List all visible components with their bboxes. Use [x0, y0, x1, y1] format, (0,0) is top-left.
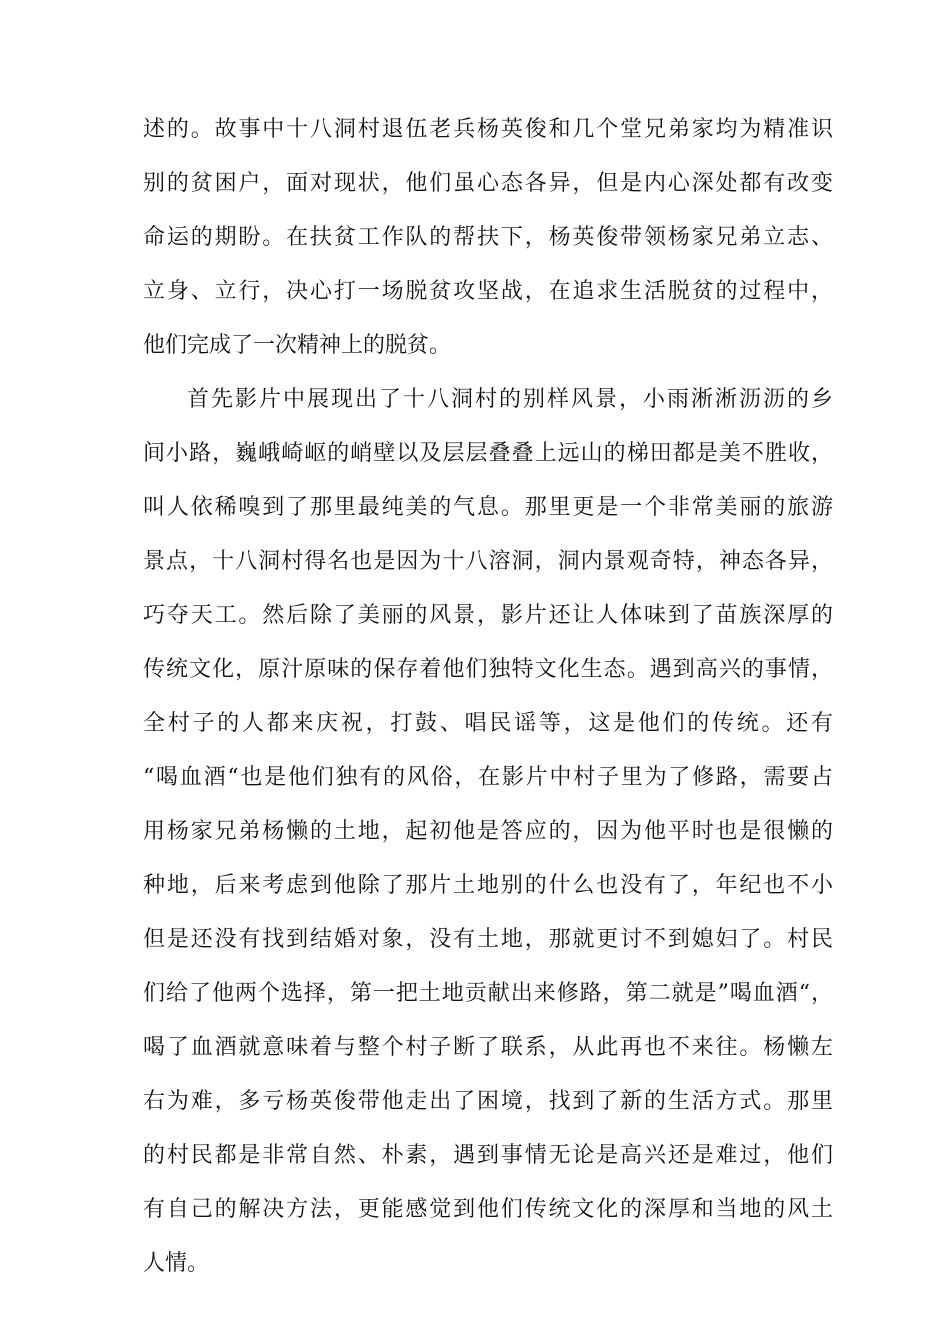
text-line: 巧夺天工。然后除了美丽的风景，影片还让人体味到了苗族深厚的 — [143, 603, 833, 628]
text-line: 种地，后来考虑到他除了那片土地别的什么也没有了，年纪也不小 — [143, 873, 833, 898]
text-line: 用杨家兄弟杨懒的土地，起初他是答应的，因为他平时也是很懒的 — [143, 819, 833, 844]
text-line: 喝了血酒就意味着与整个村子断了联系，从此再也不来往。杨懒左 — [143, 1035, 833, 1060]
text-line: 叫人依稀嗅到了那里最纯美的气息。那里更是一个非常美丽的旅游 — [143, 495, 833, 520]
paragraph-2 — [143, 373, 833, 1291]
text-line: 首先影片中展现出了十八洞村的别样风景，小雨淅淅沥沥的乡 — [187, 387, 833, 412]
text-line: 述的。故事中十八洞村退伍老兵杨英俊和几个堂兄弟家均为精准识 — [143, 117, 833, 142]
text-line: 传统文化，原汁原味的保存着他们独特文化生态。遇到高兴的事情， — [143, 657, 833, 682]
text-line: 但是还没有找到结婚对象，没有土地，那就更讨不到媳妇了。村民 — [143, 927, 833, 952]
text-line: 别的贫困户，面对现状，他们虽心态各异，但是内心深处都有改变 — [143, 171, 833, 196]
text-line: 他们完成了一次精神上的脱贫。 — [143, 333, 452, 358]
text-line: 人情。 — [143, 1251, 210, 1276]
text-line: 间小路，巍峨崎岖的峭壁以及层层叠叠上远山的梯田都是美不胜收， — [143, 441, 833, 466]
text-line: 右为难，多亏杨英俊带他走出了困境，找到了新的生活方式。那里 — [143, 1089, 833, 1114]
text-line: 景点，十八洞村得名也是因为十八溶洞，洞内景观奇特，神态各异， — [143, 549, 833, 574]
text-line: 的村民都是非常自然、朴素，遇到事情无论是高兴还是难过，他们 — [143, 1143, 833, 1168]
text-line: “喝血酒“也是他们独有的风俗，在影片中村子里为了修路，需要占 — [143, 765, 833, 790]
text-line: 有自己的解决方法，更能感觉到他们传统文化的深厚和当地的风土 — [143, 1197, 833, 1222]
text-line: 们给了他两个选择，第一把土地贡献出来修路，第二就是”喝血酒“， — [143, 981, 833, 1006]
text-line: 命运的期盼。在扶贫工作队的帮扶下，杨英俊带领杨家兄弟立志、 — [143, 225, 833, 250]
text-line: 立身、立行，决心打一场脱贫攻坚战，在追求生活脱贫的过程中， — [143, 279, 833, 304]
text-line: 全村子的人都来庆祝，打鼓、唱民谣等，这是他们的传统。还有 — [143, 711, 833, 736]
paragraph-1 — [143, 103, 833, 373]
